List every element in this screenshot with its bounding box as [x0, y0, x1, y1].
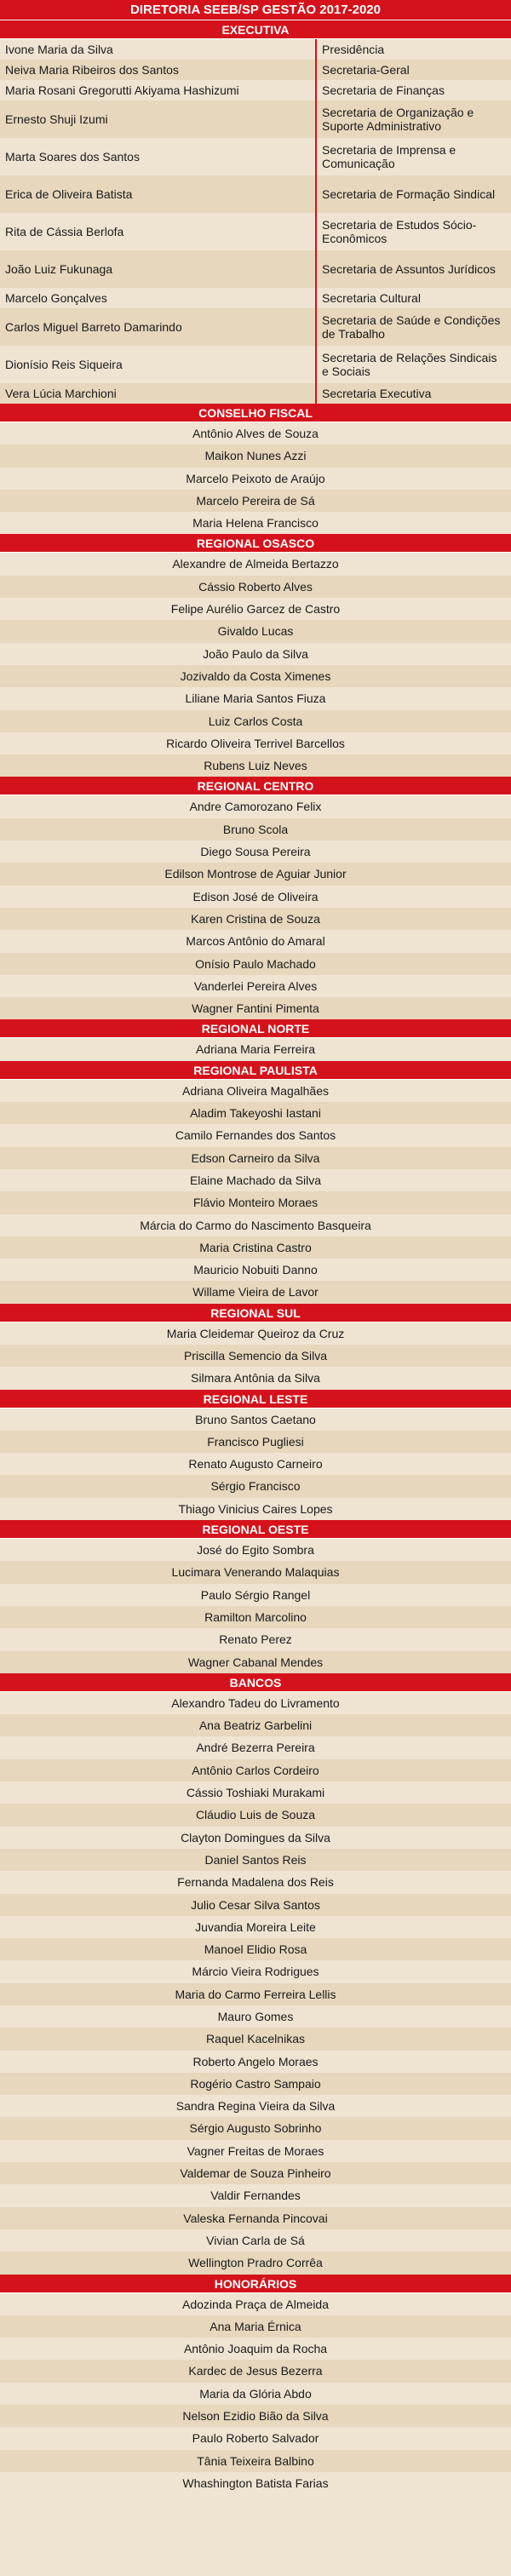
- member-name: Rita de Cássia Berlofa: [0, 213, 317, 250]
- member-name: Lucimara Venerando Malaquias: [0, 1561, 511, 1583]
- member-name: Erica de Oliveira Batista: [0, 175, 317, 213]
- member-name: Renato Perez: [219, 1632, 292, 1647]
- member-role: Secretaria de Imprensa e Comunicação: [322, 143, 456, 170]
- section-header: BANCOS: [0, 1673, 511, 1692]
- member-name: Onísio Paulo Machado: [0, 953, 511, 975]
- member-name: Márcia do Carmo do Nascimento Basqueira: [140, 1218, 371, 1232]
- member-role: Secretaria de Relações Sindicais e Sociais: [322, 351, 497, 378]
- member-name: Francisco Pugliesi: [0, 1431, 511, 1453]
- member-name: Maria do Carmo Ferreira Lellis: [0, 1983, 511, 2005]
- member-name: Edison José de Oliveira: [192, 889, 319, 904]
- member-name: Marta Soares dos Santos: [0, 138, 317, 175]
- section-header: REGIONAL SUL: [0, 1304, 511, 1322]
- member-name: Thiago Vinicius Caires Lopes: [178, 1501, 333, 1516]
- member-name: Kardec de Jesus Bezerra: [0, 2360, 511, 2382]
- member-name: Wagner Cabanal Mendes: [0, 1651, 511, 1673]
- member-name: Ernesto Shuji Izumi: [0, 100, 317, 138]
- member-name: Manoel Elidio Rosa: [0, 1938, 511, 1960]
- member-role: Secretaria de Estudos Sócio-Econômicos: [322, 218, 477, 245]
- member-sections: [0, 404, 511, 2494]
- executiva-row: [0, 250, 511, 288]
- executiva-row: [0, 100, 511, 138]
- member-name: Bruno Santos Caetano: [195, 1412, 316, 1426]
- executiva-row: [0, 80, 511, 100]
- member-name: Marcos Antônio do Amaral: [186, 934, 325, 949]
- member-name: Karen Cristina de Souza: [0, 908, 511, 930]
- member-name: Renato Augusto Carneiro: [188, 1457, 323, 1472]
- member-role: Secretaria de Finanças: [322, 83, 445, 97]
- member-name: Adriana Oliveira Magalhães: [182, 1083, 329, 1098]
- member-name: Vera Lúcia Marchioni: [0, 383, 317, 404]
- member-role: Secretaria de Saúde e Condições de Trabalho: [322, 313, 501, 341]
- section-header: REGIONAL OSASCO: [0, 534, 511, 553]
- member-name: Julio Cesar Silva Santos: [0, 1894, 511, 1916]
- member-name: Ramilton Marcolino: [0, 1606, 511, 1628]
- member-name: Maria Cristina Castro: [0, 1236, 511, 1259]
- member-role: Secretaria-Geral: [322, 63, 410, 77]
- member-name: Neiva Maria Ribeiros dos Santos: [0, 60, 317, 80]
- member-name: Cássio Roberto Alves: [0, 576, 511, 598]
- member-name: Daniel Santos Reis: [0, 1849, 511, 1871]
- executiva-row: [0, 138, 511, 175]
- member-name: Paulo Sérgio Rangel: [200, 1587, 311, 1602]
- member-name: Alexandre de Almeida Bertazzo: [172, 557, 339, 571]
- member-name: Silmara Antônia da Silva: [191, 1371, 320, 1386]
- member-name: Maikon Nunes Azzi: [0, 445, 511, 467]
- member-role: Presidência: [322, 43, 385, 56]
- member-name: Dionísio Reis Siqueira: [0, 346, 317, 383]
- executiva-row: [0, 308, 511, 346]
- executiva-table: [0, 39, 511, 404]
- member-name: Aladim Takeyoshi Iastani: [0, 1102, 511, 1124]
- section-header: REGIONAL LESTE: [0, 1390, 511, 1408]
- member-name: Valdir Fernandes: [210, 2189, 301, 2203]
- executiva-row: [0, 39, 511, 60]
- section-header: HONORÁRIOS: [0, 2275, 511, 2293]
- member-name: Wagner Fantini Pimenta: [0, 997, 511, 1019]
- member-name: Sandra Regina Vieira da Silva: [175, 2099, 336, 2114]
- member-name: Sérgio Augusto Sobrinho: [0, 2117, 511, 2139]
- member-name: Antônio Carlos Cordeiro: [0, 1759, 511, 1781]
- member-name: Ricardo Oliveira Terrivel Barcellos: [166, 736, 345, 750]
- member-name: Camilo Fernandes dos Santos: [175, 1128, 336, 1143]
- member-name: João Paulo da Silva: [203, 646, 308, 661]
- member-name: Flávio Monteiro Moraes: [0, 1191, 511, 1213]
- member-name: Maria da Glória Abdo: [199, 2386, 312, 2401]
- member-name: Maria Helena Francisco: [192, 516, 319, 531]
- member-role: Secretaria Executiva: [322, 387, 432, 400]
- member-name: Raquel Kacelnikas: [0, 2028, 511, 2050]
- member-name: Tânia Teixeira Balbino: [0, 2450, 511, 2472]
- member-name: Edson Carneiro da Silva: [0, 1147, 511, 1169]
- member-name: Paulo Roberto Salvador: [192, 2431, 319, 2446]
- section-header: REGIONAL PAULISTA: [0, 1061, 511, 1080]
- member-name: Mauricio Nobuiti Danno: [193, 1263, 318, 1277]
- member-name: Bruno Scola: [0, 818, 511, 840]
- member-name: Marcelo Gonçalves: [0, 288, 317, 308]
- member-name: Priscilla Semencio da Silva: [0, 1345, 511, 1367]
- member-name: Juvandia Moreira Leite: [195, 1919, 316, 1934]
- member-name: Roberto Angelo Moraes: [192, 2054, 319, 2068]
- executiva-row: [0, 383, 511, 404]
- member-name: Marcelo Peixoto de Araújo: [186, 471, 325, 485]
- member-name: Vanderlei Pereira Alves: [193, 978, 318, 993]
- member-name: Rubens Luiz Neves: [0, 754, 511, 777]
- member-name: Willame Vieira de Lavor: [0, 1281, 511, 1303]
- section-header: REGIONAL OESTE: [0, 1520, 511, 1539]
- section-header-executiva: EXECUTIVA: [0, 20, 511, 39]
- member-name: André Bezerra Pereira: [196, 1741, 315, 1755]
- member-name: Ana Beatriz Garbelini: [0, 1714, 511, 1736]
- member-name: Diego Sousa Pereira: [200, 845, 311, 859]
- member-name: Vagner Freitas de Moraes: [187, 2143, 324, 2158]
- member-name: Ivone Maria da Silva: [0, 39, 317, 60]
- member-name: Sérgio Francisco: [0, 1475, 511, 1497]
- member-name: Adriana Maria Ferreira: [195, 1042, 316, 1057]
- member-name: Luiz Carlos Costa: [0, 710, 511, 732]
- member-name: Márcio Vieira Rodrigues: [192, 1965, 319, 1979]
- page-title: DIRETORIA SEEB/SP GESTÃO 2017-2020: [0, 0, 511, 20]
- member-name: Adozinda Praça de Almeida: [182, 2297, 329, 2311]
- member-role: Secretaria de Formação Sindical: [322, 187, 496, 201]
- member-role: Secretaria Cultural: [322, 291, 421, 305]
- member-name: Jozivaldo da Costa Ximenes: [0, 665, 511, 687]
- member-role: Secretaria de Organização e Suporte Administrativo: [322, 106, 474, 133]
- section-header: REGIONAL NORTE: [0, 1019, 511, 1038]
- section-header: REGIONAL CENTRO: [0, 777, 511, 795]
- member-name: Whashington Batista Farias: [182, 2476, 329, 2490]
- section-header: CONSELHO FISCAL: [0, 404, 511, 422]
- executiva-row: [0, 346, 511, 383]
- member-role: Secretaria de Assuntos Jurídicos: [322, 262, 496, 276]
- member-name: Clayton Domingues da Silva: [181, 1830, 330, 1845]
- executiva-row: [0, 175, 511, 213]
- member-name: Maria Rosani Gregorutti Akiyama Hashizumi: [0, 80, 317, 100]
- member-name: Cláudio Luis de Souza: [0, 1804, 511, 1826]
- member-name: Valeska Fernanda Pincovai: [0, 2207, 511, 2229]
- member-name: João Luiz Fukunaga: [0, 250, 317, 288]
- member-name: Antônio Joaquim da Rocha: [183, 2342, 328, 2356]
- member-name: Marcelo Pereira de Sá: [0, 490, 511, 512]
- executiva-row: [0, 213, 511, 250]
- member-name: Rogério Castro Sampaio: [0, 2073, 511, 2095]
- member-name: Cássio Toshiaki Murakami: [186, 1786, 325, 1800]
- member-name: Nelson Ezidio Bião da Silva: [0, 2405, 511, 2427]
- member-name: Vivian Carla de Sá: [206, 2233, 305, 2247]
- member-name: Alexandro Tadeu do Livramento: [171, 1695, 340, 1710]
- member-name: Elaine Machado da Silva: [189, 1173, 322, 1187]
- member-name: Ana Maria Érnica: [0, 2315, 511, 2338]
- executiva-row: [0, 60, 511, 80]
- member-name: Felipe Aurélio Garcez de Castro: [170, 602, 341, 617]
- member-name: Mauro Gomes: [217, 2010, 294, 2023]
- member-name: Givaldo Lucas: [0, 620, 511, 642]
- member-name: Fernanda Madalena dos Reis: [177, 1875, 334, 1890]
- executiva-row: [0, 288, 511, 308]
- member-name: Valdemar de Souza Pinheiro: [0, 2162, 511, 2184]
- member-name: Wellington Pradro Corrêa: [0, 2252, 511, 2274]
- member-name: Carlos Miguel Barreto Damarindo: [0, 308, 317, 346]
- member-name: Edilson Montrose de Aguiar Junior: [0, 863, 511, 885]
- member-name: José do Egito Sombra: [197, 1543, 314, 1558]
- member-name: Antônio Alves de Souza: [192, 427, 319, 440]
- member-name: Liliane Maria Santos Fiuza: [185, 691, 326, 706]
- member-name: Maria Cleidemar Queiroz da Cruz: [166, 1326, 345, 1340]
- member-name: Andre Camorozano Felix: [189, 800, 322, 814]
